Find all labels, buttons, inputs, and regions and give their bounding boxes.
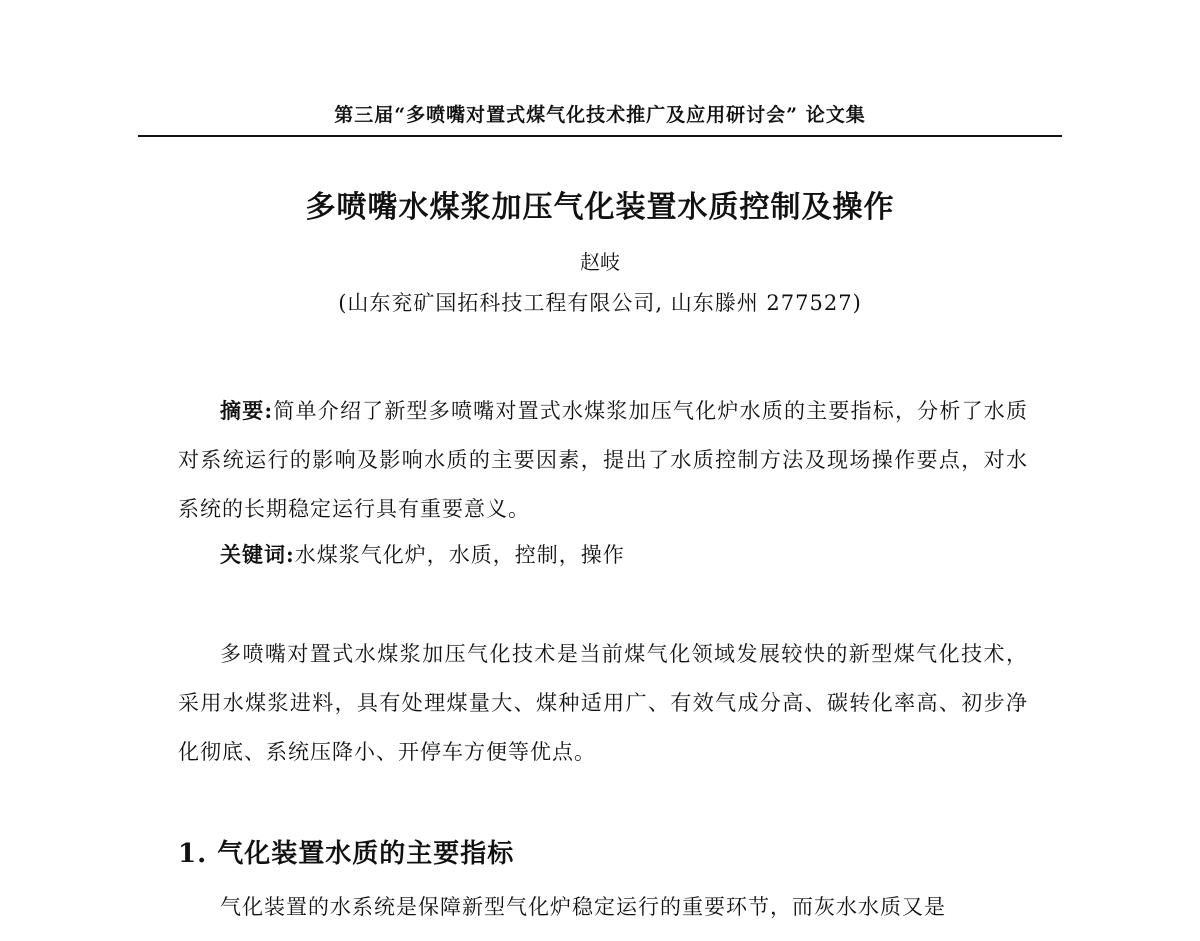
abstract-label: 摘要:	[220, 398, 274, 423]
running-header: 第三届“多喷嘴对置式煤气化技术推广及应用研讨会” 论文集	[334, 104, 866, 126]
section-body-text: 气化装置的水系统是保障新型气化炉稳定运行的重要环节，而灰水水质又是	[220, 895, 946, 919]
keywords-text: 水煤浆气化炉，水质，控制，操作	[294, 543, 625, 567]
intro-paragraph: 多喷嘴对置式水煤浆加压气化技术是当前煤气化领域发展较快的新型煤气化技术，采用水煤浆进料，具有处理煤量大、煤种适用广、有效气成分高、碳转化率高、初步净化彻底、系统压降小、开停车方便等优点。	[178, 642, 1028, 764]
keywords-paragraph	[178, 530, 1028, 580]
paper-title: 多喷嘴水煤浆加压气化装置水质控制及操作	[305, 190, 895, 225]
keywords-label: 关键词:	[220, 542, 295, 567]
header-rule	[138, 135, 1062, 137]
section-heading: 1. 气化装置水质的主要指标	[178, 839, 515, 869]
author-name: 赵岐	[580, 250, 620, 274]
abstract-text: 简单介绍了新型多喷嘴对置式水煤浆加压气化炉水质的主要指标，分析了水质对系统运行的影响及影响水质的主要因素，提出了水质控制方法及现场操作要点，对水系统的长期稳定运行具有重要意义。	[178, 399, 1028, 521]
author-affiliation: (山东兖矿国拓科技工程有限公司, 山东滕州 277527)	[338, 291, 862, 315]
abstract-paragraph	[178, 386, 1028, 534]
